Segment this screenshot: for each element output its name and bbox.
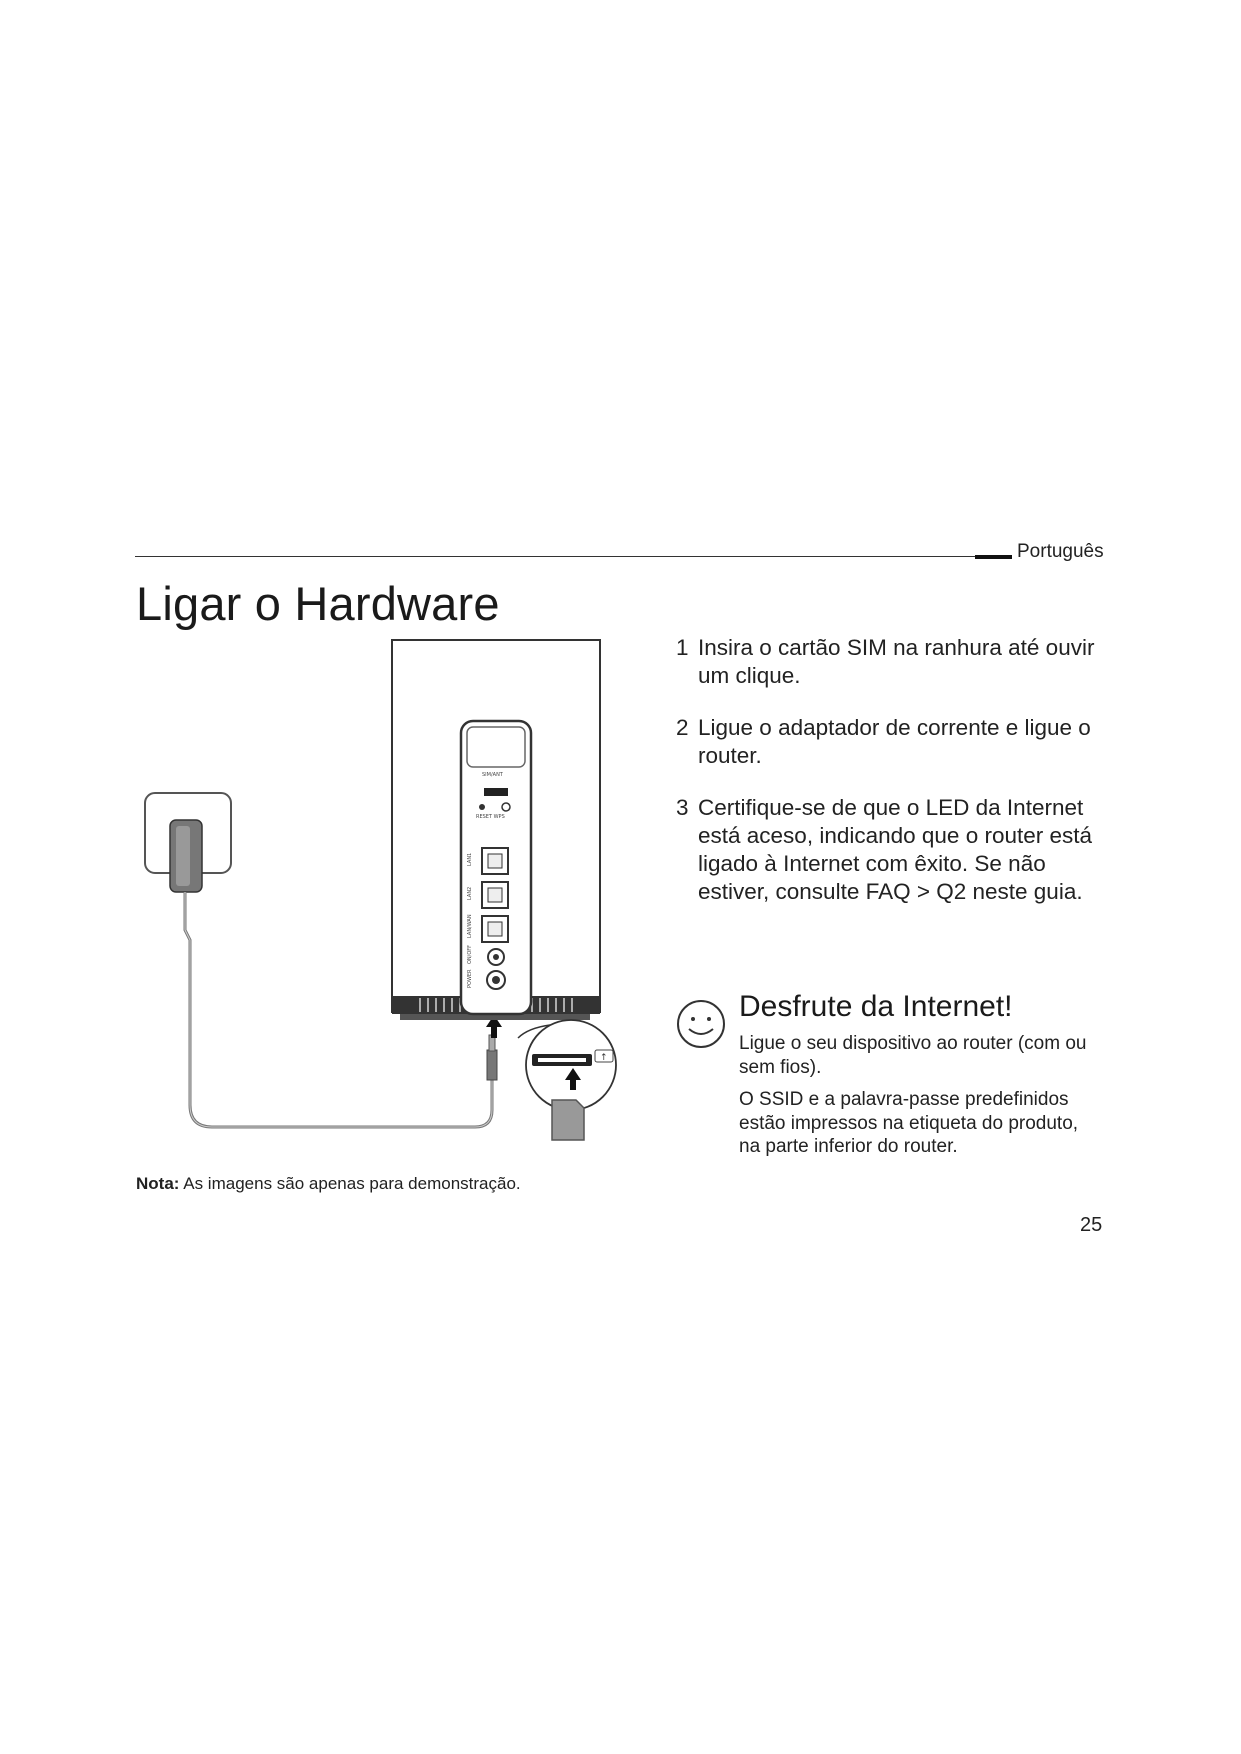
language-label: Português [1017,541,1104,562]
step-number: 2 [676,715,689,740]
power-dc-label: POWER [467,969,473,988]
port1-label: LAN1 [467,852,473,866]
router-body [392,640,600,1020]
hardware-illustration [130,630,650,1160]
power-plug-icon [487,1035,497,1080]
svg-text:↑: ↑ [600,1053,608,1063]
port3-label: LAN/WAN [467,914,473,938]
step-text: Certifique-se de que o LED da Internet está aceso, indicando que o router está ligado à Internet com êxito. Se não estiver, consulte FAQ > Q2 neste guia. [698,795,1093,904]
power-onoff-label: ON/OFF [467,944,473,964]
page-number: 25 [1080,1214,1103,1236]
enjoy-paragraph-1: Ligue o seu dispositivo ao router (com ou sem fios). [739,1033,1087,1078]
step-text: Ligue o adaptador de corrente e ligue o router. [698,715,1091,768]
smiley-icon [676,999,726,1049]
port2-label: LAN2 [467,886,473,900]
language-rule [135,556,975,557]
page-title: Ligar o Hardware [136,577,500,630]
wall-outlet-icon [145,793,231,892]
step-text: Insira o cartão SIM na ranhura até ouvir um clique. [698,635,1095,688]
note-label: Nota: [136,1174,180,1193]
reset-wps-label: RESET WPS [476,814,505,820]
note-text: As imagens são apenas para demonstração. [183,1174,521,1193]
enjoy-title: Desfrute da Internet! [739,990,1013,1023]
language-rule-accent [975,555,1012,559]
step-number: 3 [676,795,689,820]
enjoy-paragraph-2: O SSID e a palavra-passe predefinidos estão impressos na etiqueta do produto, na parte inferior do router. [739,1089,1079,1157]
sim-slot-label: SIM/ANT [482,772,503,778]
sim-card-icon [552,1100,584,1140]
sim-callout [518,1020,616,1110]
step-number: 1 [676,635,689,660]
note [136,1174,521,1194]
